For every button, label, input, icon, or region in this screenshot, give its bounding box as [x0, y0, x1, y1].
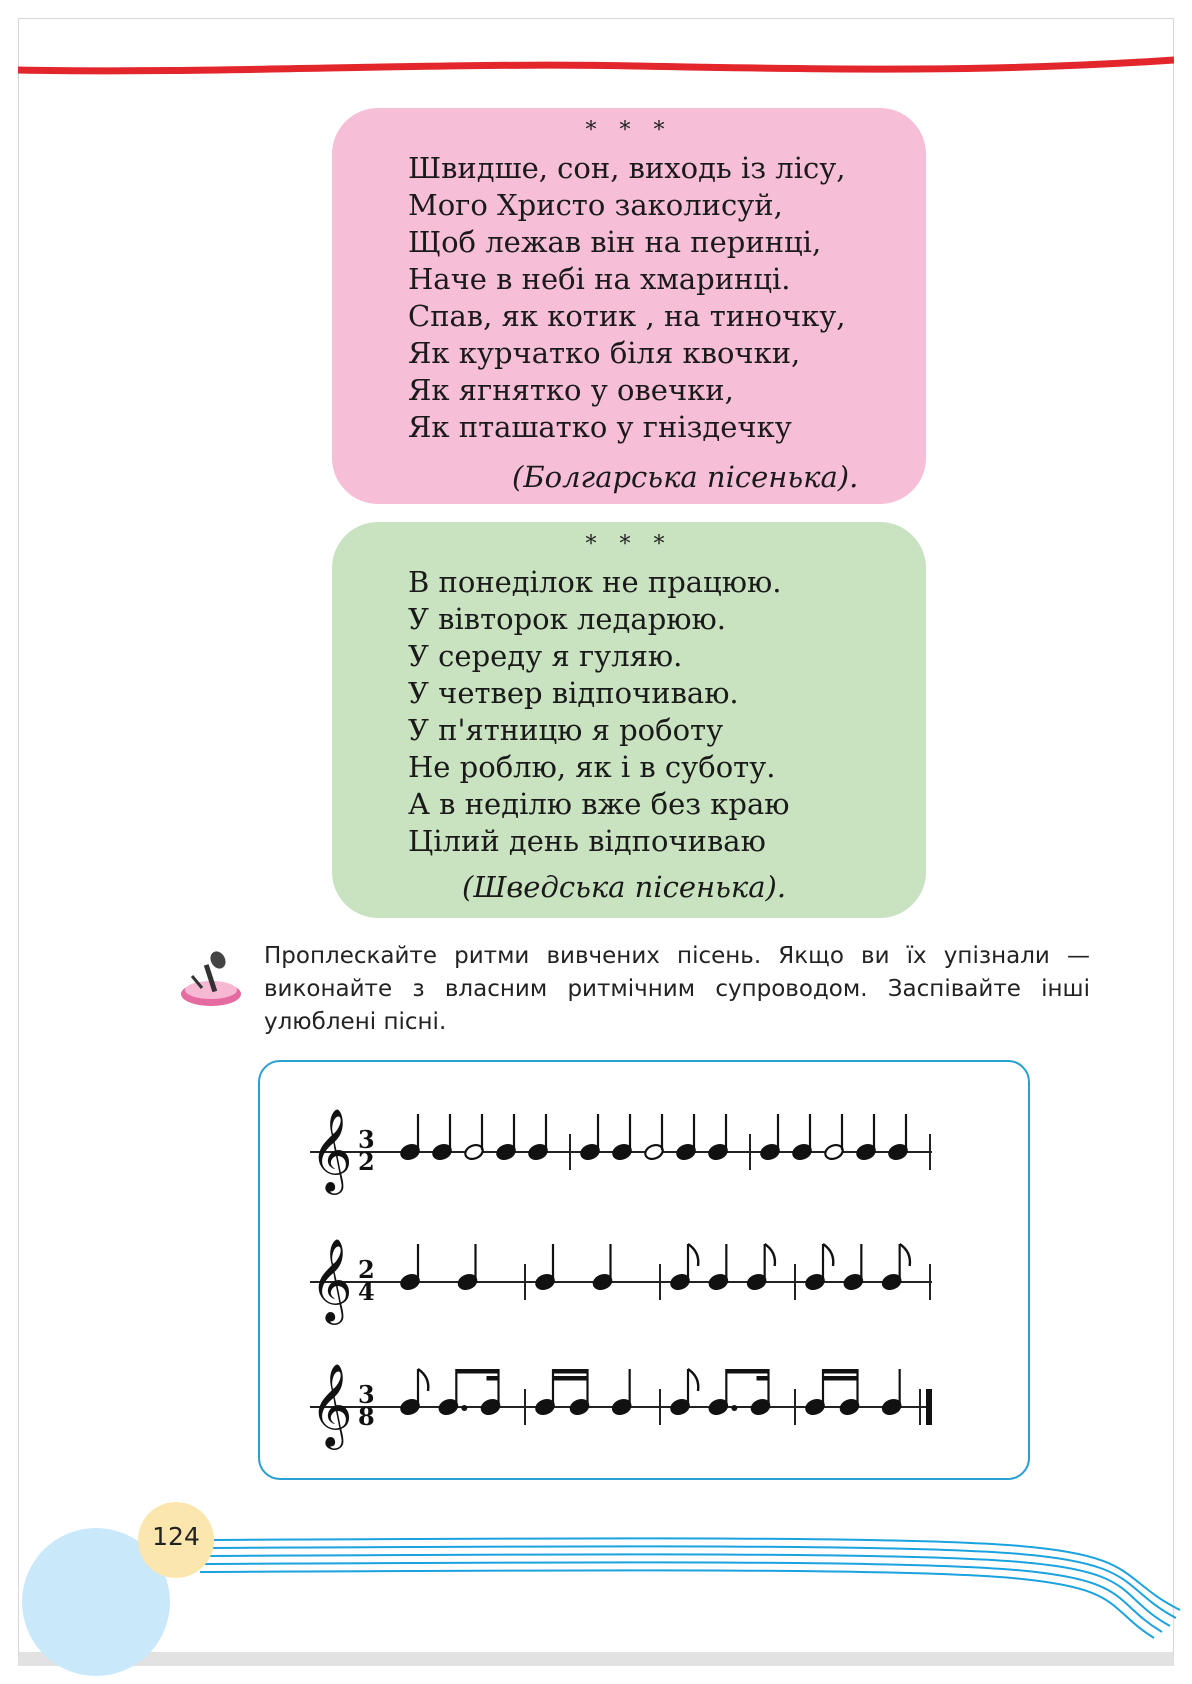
- rhythm-line: [310, 1362, 932, 1450]
- poem-line: Як ягнятко у овечки,: [408, 373, 734, 407]
- poem-line: Наче в небі на хмаринці.: [408, 262, 791, 296]
- note-flag: [900, 1244, 910, 1266]
- poem-line: Цілий день відпочиваю: [408, 824, 766, 858]
- page-number: 124: [152, 1522, 200, 1551]
- rhythm-line: [310, 1237, 932, 1325]
- poem-line: У четвер відпочиваю.: [408, 676, 739, 710]
- time-signature-bottom: 4: [358, 1277, 375, 1306]
- footer-decoration: [0, 1490, 1192, 1684]
- poem-stars: * * *: [585, 118, 673, 143]
- rhythm-notation: [260, 1062, 1032, 1482]
- treble-clef-icon: 𝄞: [310, 1237, 353, 1321]
- note-dot: [461, 1405, 467, 1411]
- poem-lines: [408, 150, 846, 446]
- rhythm-line: [310, 1107, 932, 1195]
- poem-card-swedish: [332, 522, 926, 918]
- treble-clef-icon: 𝄞: [310, 1362, 353, 1446]
- note-beam: [823, 1376, 858, 1381]
- note-beam: [553, 1376, 588, 1381]
- note-flag: [688, 1369, 698, 1391]
- note-beam: [553, 1369, 588, 1374]
- poem-line: Як курчатко біля квочки,: [408, 336, 801, 370]
- note-beam: [487, 1376, 499, 1381]
- poem-line: А в неділю вже без краю: [408, 787, 790, 821]
- poem-line: У п'ятницю я роботу: [408, 713, 724, 747]
- poem-line: Мого Христо заколисуй,: [408, 188, 783, 222]
- poem-line: В понеділок не працюю.: [408, 565, 782, 599]
- note-flag: [823, 1244, 833, 1266]
- poem-card-bulgarian: [332, 108, 926, 504]
- time-signature-top: 3: [358, 1380, 375, 1409]
- note-beam: [823, 1369, 858, 1374]
- poem-line: Як пташатко у гніздечку: [408, 410, 792, 444]
- poem-line: Спав, як котик , на тиночку,: [408, 299, 846, 333]
- poem-line: Швидше, сон, виходь із лісу,: [408, 151, 846, 185]
- time-signature-top: 3: [358, 1125, 375, 1154]
- final-barline: [926, 1389, 932, 1425]
- time-signature-bottom: 8: [358, 1402, 375, 1431]
- red-wave-decoration: [18, 48, 1174, 88]
- note-dot: [731, 1405, 737, 1411]
- treble-clef-icon: 𝄞: [310, 1107, 353, 1191]
- poem-attribution: (Болгарська пісенька).: [512, 460, 859, 494]
- poem-line: Щоб лежав він на перинці,: [408, 225, 822, 259]
- footer-staff-lines: [200, 1538, 1180, 1638]
- poem-line: У вівторок ледарюю.: [408, 602, 726, 636]
- note-beam: [456, 1369, 498, 1374]
- microphone-icon: [178, 950, 244, 1008]
- note-flag: [765, 1244, 775, 1266]
- poem-stars: * * *: [585, 532, 673, 557]
- time-signature-bottom: 2: [358, 1147, 375, 1176]
- note-beam: [757, 1376, 769, 1381]
- note-beam: [726, 1369, 768, 1374]
- task-instruction: Проплескайте ритми вивчених пісень. Якщо ви їх упізнали — виконайте з власним ритмічним супроводом. Заспівайте інші улюблені пісні.: [264, 943, 1090, 1035]
- note-flag: [688, 1244, 698, 1266]
- time-signature-top: 2: [358, 1255, 375, 1284]
- note-flag: [418, 1369, 428, 1391]
- rhythm-notation-frame: [258, 1060, 1030, 1480]
- poem-line: Не роблю, як і в суботу.: [408, 750, 776, 784]
- poem-line: У середу я гуляю.: [408, 639, 683, 673]
- poem-attribution: (Шведська пісенька).: [462, 870, 787, 904]
- poem-lines: [408, 564, 790, 860]
